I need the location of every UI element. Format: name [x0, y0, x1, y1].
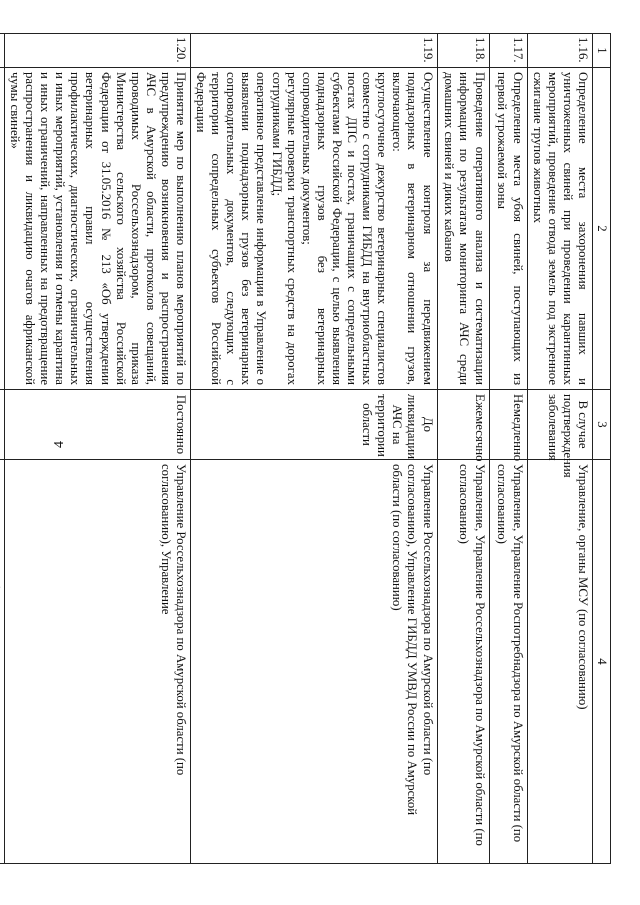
- row-task: [0, 68, 4, 390]
- row-period: До ликвидации АЧС на территории области: [191, 390, 438, 460]
- row-task: [191, 68, 438, 390]
- row-period: [0, 390, 4, 460]
- row-period: Ежемесячно: [437, 390, 489, 460]
- row-number: 1.16.: [527, 34, 592, 68]
- task-paragraph: Осуществление контроля за передвижением поднадзорных в ветеринарном отношении грузов, включающего:: [390, 72, 435, 385]
- table-row: [4, 34, 190, 864]
- page-number: 4: [52, 441, 67, 448]
- row-responsible: [0, 460, 4, 864]
- row-responsible: Управление, органы МСУ (по согласованию): [527, 460, 592, 864]
- row-responsible: Управление, Управление Роспотребнадзора по Амурской области (по согласованию): [489, 460, 527, 864]
- row-task: Проведение оперативного анализа и систематизации информации по результатам мониторинга АЧС среди домашних свиней и диких кабанов: [437, 68, 489, 390]
- table-row: [527, 34, 592, 864]
- row-task: Принятие мер по выполнению планов мероприятий по предупреждению возникновения и распространения АЧС в Амурской области, протоколов совещаний, проводимых Россельхознадзором, приказа Министерства сельского хозяйства Российской Федерации от 31.05.2016 № 213 «Об утверждении ветеринарных правил осуществления профилактических, диагностических, ограничительных и иных мероприятий, установления и отмены карантина и иных ограничений, направленных на предотвращение распространения и ликвидацию очагов африканской чумы свиней»: [4, 68, 190, 390]
- task-paragraph: оперативное представление информации в Управление о выявлении поднадзорных грузов без ветеринарных сопроводительных документов, следующих с территории сопредельных субъектов Российской Федерации: [194, 72, 269, 385]
- header-col-2: 2: [592, 68, 610, 390]
- row-number: 1.20.: [4, 34, 190, 68]
- row-responsible: Управление Россельхознадзора по Амурской области (по согласованию), Управление: [4, 460, 190, 864]
- document-table-container: [8, 33, 611, 863]
- row-period: Постоянно: [4, 390, 190, 460]
- row-number: [0, 34, 4, 68]
- header-col-3: 3: [592, 390, 610, 460]
- row-period: Немедленно: [489, 390, 527, 460]
- measures-table: [0, 33, 611, 864]
- header-col-1: 1: [592, 34, 610, 68]
- table-row: [437, 34, 489, 864]
- table-row: [191, 34, 438, 864]
- row-responsible: Управление Россельхознадзора по Амурской области (по согласованию), Управление ГИБДД УМВД России по Амурской области (по согласованию): [191, 460, 438, 864]
- task-paragraph: регулярные проверки транспортных средств на дорогах сотрудниками ГИБДД;: [269, 72, 299, 385]
- row-number: 1.17.: [489, 34, 527, 68]
- row-task: Определение места захоронения павших и уничтоженных свиней при проведении карантинных мероприятий, проведение отвода земель под экстренное сжигание трупов животных: [527, 68, 592, 390]
- row-number: 1.19.: [191, 34, 438, 68]
- task-paragraph: круглосуточное дежурство ветеринарных специалистов совместно с сотрудниками ГИБДД на внутриобластных постах ДПС и постах, граничащих с сопредельными субъектами Российской Федерации, с целью выявления поднадзорных грузов без ветеринарных сопроводительных документов;: [299, 72, 390, 385]
- row-task: Определение места убоя свиней, поступающих из первой угрожаемой зоны: [489, 68, 527, 390]
- header-col-4: 4: [592, 460, 610, 864]
- row-responsible: Управление, Управление Россельхознадзора по Амурской области (по согласованию): [437, 460, 489, 864]
- table-row: [0, 34, 4, 864]
- header-row: [592, 34, 610, 864]
- row-number: 1.18.: [437, 34, 489, 68]
- table-row: [489, 34, 527, 864]
- row-period: В случае подтверждения заболевания: [527, 390, 592, 460]
